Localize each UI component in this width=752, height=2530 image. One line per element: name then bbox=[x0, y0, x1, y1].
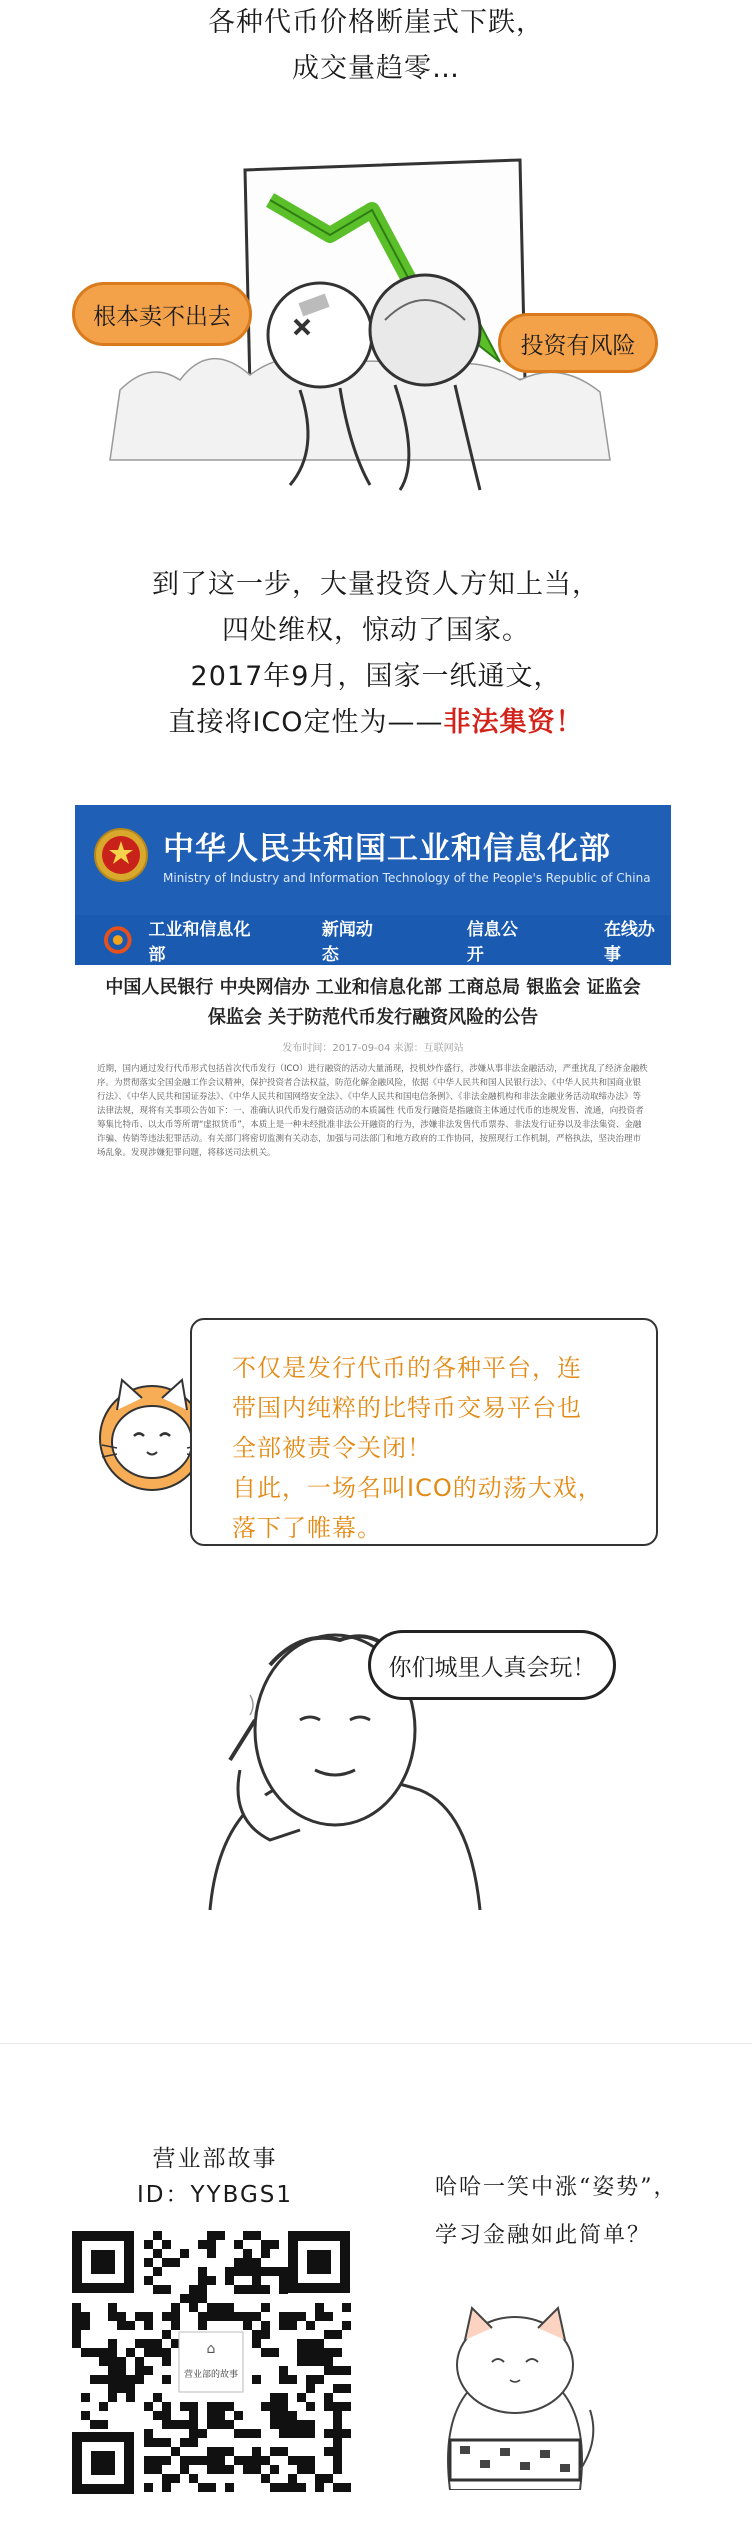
svg-text:⌂: ⌂ bbox=[206, 2341, 216, 2357]
bubble-city-people bbox=[368, 1630, 616, 1700]
note-line-5: 落下了帷幕。 bbox=[232, 1514, 382, 1542]
bubble-cannot-sell-text: 根本卖不出去 bbox=[93, 303, 231, 330]
account-id: ID：YYBGS1 bbox=[136, 2182, 294, 2208]
story-line-1: 到了这一步，大量投资人方知上当， bbox=[152, 569, 600, 600]
note-line-1: 不仅是发行代币的各种平台，连 bbox=[232, 1354, 582, 1382]
account-name: 营业部故事 bbox=[152, 2146, 278, 2172]
bubble-cannot-sell bbox=[72, 282, 252, 346]
story-text bbox=[0, 562, 752, 746]
gov-nav-news[interactable]: 新闻动态 bbox=[321, 920, 373, 965]
slogan-line-1: 哈哈一笑中涨“姿势”， bbox=[435, 2175, 678, 2200]
story-line-3: 2017年9月，国家一纸通文， bbox=[190, 661, 562, 692]
note-line-3: 全部被责令关闭！ bbox=[232, 1434, 432, 1462]
gov-site-subtitle: Ministry of Industry and Information Technology of the People's Republic of China bbox=[163, 871, 651, 885]
note-card bbox=[190, 1318, 658, 1546]
intro-text bbox=[0, 0, 752, 92]
doc-body: 近期，国内通过发行代币形式包括首次代币发行（ICO）进行融资的活动大量涌现，投机炒作盛行，涉嫌从事非法金融活动，严重扰乱了经济金融秩序。为贯彻落实全国金融工作会议精神，保护投资者合法权益，防范化解金融风险，依据《中华人民共和国人民银行法》、《中华人民共和国商业银行法》、《中华人民共和国证券法》、《中华人民共和国网络安全法》、《中华人民共和国电信条例》、《非法金融机构和非法金融业务活动取缔办法》等法律法规，现将有关事项公告如下：一、准确认识代币发行融资活动的本质属性 代币发行融资是指融资主体通过代币的违规发售、流通，向投资者筹集比特币、以太币等所谓“虚拟货币”，本质上是一种未经批准非法公开融资的行为，涉嫌非法发售代币票券、非法发行证券以及非法集资、金融诈骗、传销等违法犯罪活动。有关部门将密切监测有关动态，加强与司法部门和地方政府的工作协同，按照现行工作机制，严格执法，坚决治理市场乱象。发现涉嫌犯罪问题，将移送司法机关。 bbox=[97, 1064, 648, 1158]
intro-line-1: 各种代币价格断崖式下跌， bbox=[208, 7, 544, 38]
national-emblem-icon bbox=[93, 827, 149, 883]
story-line-4 bbox=[0, 700, 752, 746]
gov-site-title: 中华人民共和国工业和信息化部 bbox=[163, 831, 611, 867]
slogan bbox=[435, 2164, 678, 2260]
gov-nav-bar bbox=[75, 915, 671, 965]
note-line-4: 自此，一场名叫ICO的动荡大戏， bbox=[232, 1474, 603, 1502]
intro-line-2: 成交量趋零… bbox=[292, 53, 460, 84]
gov-nav-info[interactable]: 信息公开 bbox=[466, 920, 518, 965]
gov-nav-ministry[interactable]: 工业和信息化部 bbox=[148, 920, 251, 965]
bubble-investment-risk-text: 投资有风险 bbox=[520, 332, 636, 359]
doc-title-line-2: 保监会 关于防范代币发行融资风险的公告 bbox=[207, 1007, 539, 1028]
slogan-line-2: 学习金融如此简单？ bbox=[435, 2223, 652, 2248]
gov-document bbox=[75, 965, 671, 1235]
cat-abacus-icon bbox=[430, 2290, 600, 2490]
miit-logo-icon bbox=[103, 925, 139, 955]
note-text bbox=[232, 1348, 632, 1548]
crash-comic bbox=[0, 130, 752, 500]
doc-title-line-1: 中国人民银行 中央网信办 工业和信息化部 工商总局 银监会 证监会 bbox=[105, 977, 641, 998]
doc-title bbox=[75, 965, 671, 1033]
story-line-2: 四处维权，惊动了国家。 bbox=[222, 615, 530, 646]
bubble-city-people-text: 你们城里人真会玩！ bbox=[388, 1654, 596, 1681]
doc-meta: 发布时间：2017-09-04 来源：互联网站 bbox=[282, 1043, 464, 1054]
bubble-investment-risk bbox=[498, 313, 658, 373]
illegal-fundraising-emphasis: 非法集资！ bbox=[443, 707, 584, 738]
qr-center-label: 营业部的故事 bbox=[183, 2370, 239, 2380]
note-line-2: 带国内纯粹的比特币交易平台也 bbox=[232, 1394, 582, 1422]
footer-divider bbox=[0, 2043, 752, 2044]
story-line-4-prefix: 直接将ICO定性为—— bbox=[168, 707, 444, 738]
qr-code-icon[interactable] bbox=[66, 2225, 356, 2500]
city-people-comic bbox=[0, 1610, 752, 1950]
gov-nav-online[interactable]: 在线办事 bbox=[603, 920, 655, 965]
gov-site-header bbox=[75, 805, 671, 965]
